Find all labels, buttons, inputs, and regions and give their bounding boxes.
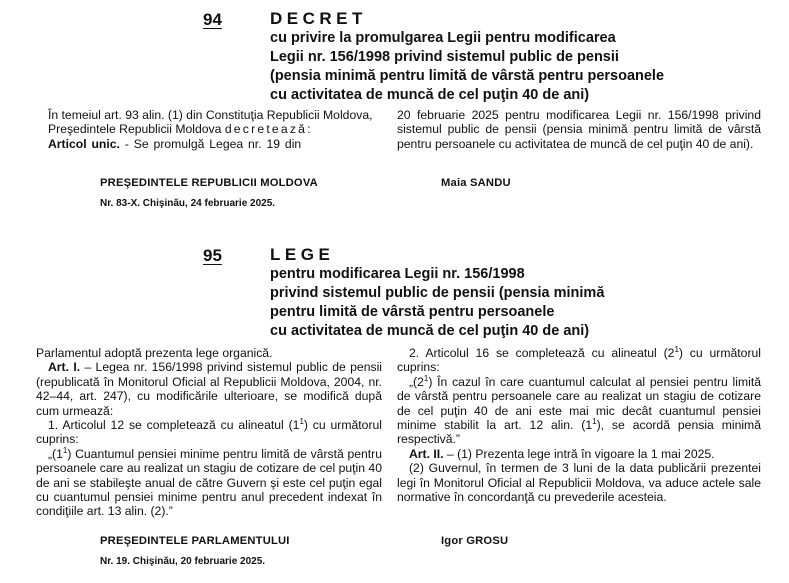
law-quote-1 [36, 447, 382, 519]
law-signature-name: Igor GROSU [441, 535, 509, 547]
decree-right-column: 20 februarie 2025 pentru modificarea Legii nr. 156/1998 privind sistemul public de pensii (pensia minimă pentru limită de vârstă pentru persoanele cu activitatea de muncă de cel puţin 40 de ani). [397, 108, 761, 151]
law-signature-title: PREŞEDINTELE PARLAMENTULUI [100, 535, 290, 547]
decree-decretes-word: decretează [224, 122, 308, 137]
decree-article-label: Articol unic. [48, 136, 120, 151]
law-point-2 [397, 346, 761, 375]
law-title-line: pentru limită de vârstă pentru persoanele [270, 304, 555, 320]
decree-signature-name: Maia SANDU [441, 177, 511, 189]
law-quote-2-text: ), se acordă pensia minimă respectivă.” [397, 418, 761, 447]
law-article-2-paragraph-2: (2) Guvernul, în termen de 3 luni de la data publicării prezentei legi în Monitorul Oficial al Republicii Moldova, va aduce actele sale normative în concordanţă cu prevederile acesteia. [397, 461, 761, 505]
law-footer: Nr. 19. Chişinău, 20 februarie 2025. [100, 556, 266, 567]
law-point-2-text: 2. Articolul 16 se completează cu alineatul (2 [409, 346, 675, 360]
law-point-1-text: ) cu următorul cuprins: [36, 418, 382, 447]
law-left-column [36, 346, 382, 519]
law-title-line: pentru modificarea Legii nr. 156/1998 [270, 266, 525, 282]
law-quote-1-text: „(1 [48, 446, 63, 461]
decree-title-line: (pensia minimă pentru limită de vârstă pentru persoanele [270, 68, 665, 84]
superscript: 1 [62, 445, 68, 455]
law-kind-heading: LEGE [270, 245, 335, 264]
decree-article-text: - Se promulgă Legea nr. 19 din [119, 136, 302, 151]
law-title-line: cu activitatea de muncă de cel puţin 40 de ani) [270, 323, 590, 339]
law-number: 95 [203, 246, 222, 265]
law-article-2-text: – (1) Prezenta lege intră în vigoare la 1 mai 2025. [443, 446, 715, 461]
law-point-1-text: 1. Articolul 12 se completează cu alineatul (1 [48, 418, 300, 433]
decree-number: 94 [203, 10, 222, 29]
decree-title [270, 29, 664, 105]
superscript: 1 [299, 416, 304, 426]
superscript: 1 [592, 416, 597, 426]
law-quote-2-text: ) În cazul în care cuantumul calculat al pensiei pentru limită de vârstă pentru persoanele care au realizat un stagiu de cotizare de cel puţin 40 de ani este mai mic decât cuantumul pensiei minime stabilit la art. 12 alin. (1 [397, 374, 761, 433]
law-intro: Parlamentul adoptă prezenta lege organică. [36, 346, 273, 360]
decree-signature-title: PREŞEDINTELE REPUBLICII MOLDOVA [100, 177, 318, 189]
law-article-1-label: Art. I. [48, 360, 81, 375]
decree-left-column [36, 108, 382, 151]
law-article-2-label: Art. II. [409, 446, 444, 461]
law-title-line: privind sistemul public de pensii (pensia minimă [270, 285, 605, 301]
law-article-1-text: – Legea nr. 156/1998 privind sistemul public de pensii (republicată în Monitorul Oficial al Republicii Moldova, 2004, nr. 42–44, art. 247), cu modificările ulterioare, se modifică după cum urmează: [36, 360, 382, 418]
decree-decretes [36, 122, 382, 136]
superscript: 1 [674, 344, 679, 354]
decree-title-line: cu activitatea de muncă de cel puţin 40 de ani) [270, 87, 590, 103]
law-point-1 [36, 418, 382, 447]
decree-decretes-text: Preşedintele Republicii Moldova [48, 122, 225, 137]
superscript: 1 [423, 373, 429, 383]
law-quote-1-text: ) Cuantumul pensiei minime pentru limită de vârstă pentru persoanele care au realizat un stagiu de cotizare de cel puţin 40 de ani se stabileşte anual de către Guvern şi este cel puţin egal cu cuantumul pensiei minime pentru anul precedent indexat în condiţiile art. 13 alin. (2).” [36, 446, 382, 519]
law-right-column [397, 346, 761, 504]
law-quote-2-text: „(2 [409, 374, 424, 389]
decree-article [36, 137, 382, 151]
decree-footer: Nr. 83-X. Chişinău, 24 februarie 2025. [100, 198, 276, 209]
law-quote-2 [397, 375, 761, 447]
law-point-2-text: ) cu următorul cuprins: [397, 346, 761, 375]
law-title [270, 265, 604, 341]
decree-decretes-colon: : [307, 122, 311, 137]
decree-kind-heading: DECRET [270, 9, 367, 28]
decree-title-line: cu privire la promulgarea Legii pentru modificarea [270, 30, 616, 46]
law-article-2 [397, 447, 761, 461]
law-article-1 [36, 360, 382, 418]
decree-preamble: În temeiul art. 93 alin. (1) din Constituţia Republicii Moldova, [48, 108, 373, 122]
decree-title-line: Legii nr. 156/1998 privind sistemul public de pensii [270, 49, 619, 65]
